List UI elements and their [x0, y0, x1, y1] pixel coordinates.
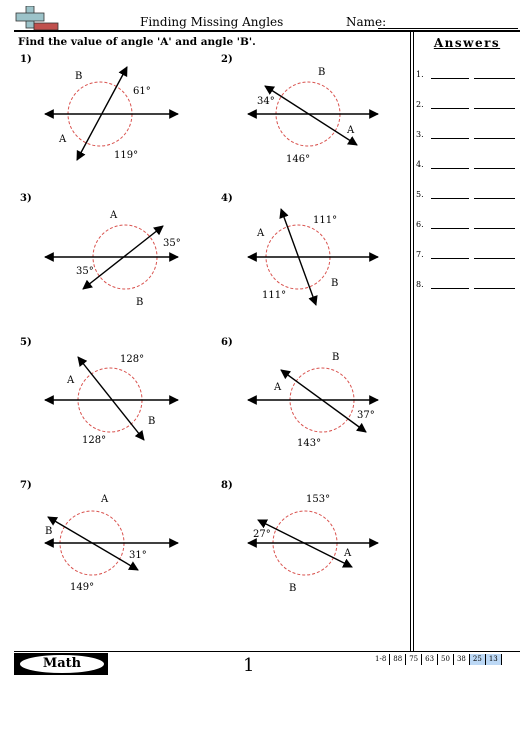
- angle-label: 111°: [262, 290, 287, 301]
- score-key-cell: 88: [390, 654, 406, 665]
- angle-label: 119°: [114, 150, 139, 161]
- angle-label: A: [67, 375, 75, 386]
- angle-label: 111°: [313, 215, 338, 226]
- angle-label: B: [318, 67, 326, 78]
- angle-label: B: [148, 416, 156, 427]
- answer-number: 2.: [416, 100, 424, 109]
- problem-2: [221, 54, 378, 165]
- problem-number: 4): [221, 193, 233, 204]
- answer-blank-a[interactable]: [431, 198, 469, 199]
- answer-blank-a[interactable]: [431, 168, 469, 169]
- angle-label: B: [45, 526, 53, 537]
- name-label: Name:: [346, 15, 387, 29]
- answer-number: 1.: [416, 70, 424, 79]
- angle-label: 35°: [76, 266, 94, 277]
- angle-label: A: [101, 494, 109, 505]
- angle-label: A: [274, 382, 282, 393]
- score-key-cell: 50: [438, 654, 454, 665]
- problem-4: [221, 193, 378, 305]
- answer-row-1[interactable]: [416, 70, 516, 84]
- angle-label: 27°: [253, 529, 271, 540]
- worksheet-title: Finding Missing Angles: [140, 15, 284, 29]
- transversal-line: [78, 357, 144, 440]
- answer-number: 6.: [416, 220, 424, 229]
- instructions: Find the value of angle 'A' and angle 'B'.: [18, 36, 256, 48]
- problem-3: [20, 193, 181, 308]
- answer-row-6[interactable]: [416, 220, 516, 234]
- angle-label: 37°: [357, 410, 375, 421]
- answer-row-3[interactable]: [416, 130, 516, 144]
- angle-label: 128°: [82, 435, 107, 446]
- answer-number: 8.: [416, 280, 424, 289]
- angle-label: B: [331, 278, 339, 289]
- problem-number: 6): [221, 337, 233, 348]
- answer-column-divider-inner: [413, 31, 414, 651]
- angle-label: 61°: [133, 86, 151, 97]
- answer-blank-b[interactable]: [474, 108, 515, 109]
- answer-blank-b[interactable]: [474, 258, 515, 259]
- answer-blank-a[interactable]: [431, 258, 469, 259]
- score-key-cell: 38: [454, 654, 470, 665]
- answer-row-7[interactable]: [416, 250, 516, 264]
- angle-label: B: [332, 352, 340, 363]
- footer-divider: [14, 651, 520, 652]
- score-key-cell: 13: [486, 654, 502, 665]
- score-key-range: 1-8: [372, 654, 390, 665]
- score-key-cell: 25: [470, 654, 486, 665]
- score-key-cell: 63: [422, 654, 438, 665]
- answer-number: 3.: [416, 130, 424, 139]
- angle-label: A: [347, 125, 355, 136]
- problem-number: 2): [221, 54, 233, 65]
- answer-blank-a[interactable]: [431, 78, 469, 79]
- answer-blank-b[interactable]: [474, 228, 515, 229]
- page-number: 1: [243, 655, 255, 676]
- answer-blank-b[interactable]: [474, 198, 515, 199]
- answer-number: 5.: [416, 190, 424, 199]
- answer-blank-a[interactable]: [431, 138, 469, 139]
- score-key-cell: 75: [406, 654, 422, 665]
- angle-label: B: [75, 71, 83, 82]
- angle-label: 128°: [120, 354, 145, 365]
- transversal-line: [265, 86, 357, 145]
- answer-blank-b[interactable]: [474, 138, 515, 139]
- subject-label: Math: [20, 655, 104, 673]
- problem-number: 1): [20, 54, 32, 65]
- angle-label: 146°: [286, 154, 311, 165]
- problem-8: [221, 480, 378, 594]
- angle-label: 143°: [297, 438, 322, 449]
- answer-column-divider: [410, 31, 411, 651]
- answer-row-5[interactable]: [416, 190, 516, 204]
- answer-row-2[interactable]: [416, 100, 516, 114]
- angle-label: 153°: [306, 494, 331, 505]
- transversal-line: [281, 370, 366, 432]
- problem-number: 3): [20, 193, 32, 204]
- angle-label: B: [289, 583, 297, 594]
- answer-blank-b[interactable]: [474, 168, 515, 169]
- answer-blank-b[interactable]: [474, 78, 515, 79]
- angle-label: A: [110, 210, 118, 221]
- angle-label: A: [257, 228, 265, 239]
- problem-number: 5): [20, 337, 32, 348]
- angle-label: A: [344, 548, 352, 559]
- score-key: [372, 654, 502, 665]
- answer-blank-b[interactable]: [474, 288, 515, 289]
- problem-number: 8): [221, 480, 233, 491]
- answer-row-8[interactable]: [416, 280, 516, 294]
- problem-5: [20, 337, 178, 446]
- answer-row-4[interactable]: [416, 160, 516, 174]
- angle-label: 34°: [257, 96, 275, 107]
- angle-label: 31°: [129, 550, 147, 561]
- problem-1: [20, 54, 178, 161]
- problem-7: [20, 480, 178, 593]
- answer-blank-a[interactable]: [431, 288, 469, 289]
- angle-label: 149°: [70, 582, 95, 593]
- answer-number: 7.: [416, 250, 424, 259]
- angle-label: B: [136, 297, 144, 308]
- answers-heading: Answers: [433, 36, 501, 50]
- problem-number: 7): [20, 480, 32, 491]
- answer-blank-a[interactable]: [431, 228, 469, 229]
- answer-blank-a[interactable]: [431, 108, 469, 109]
- angle-label: A: [59, 134, 67, 145]
- answer-number: 4.: [416, 160, 424, 169]
- problem-6: [221, 337, 378, 449]
- angle-label: 35°: [163, 238, 181, 249]
